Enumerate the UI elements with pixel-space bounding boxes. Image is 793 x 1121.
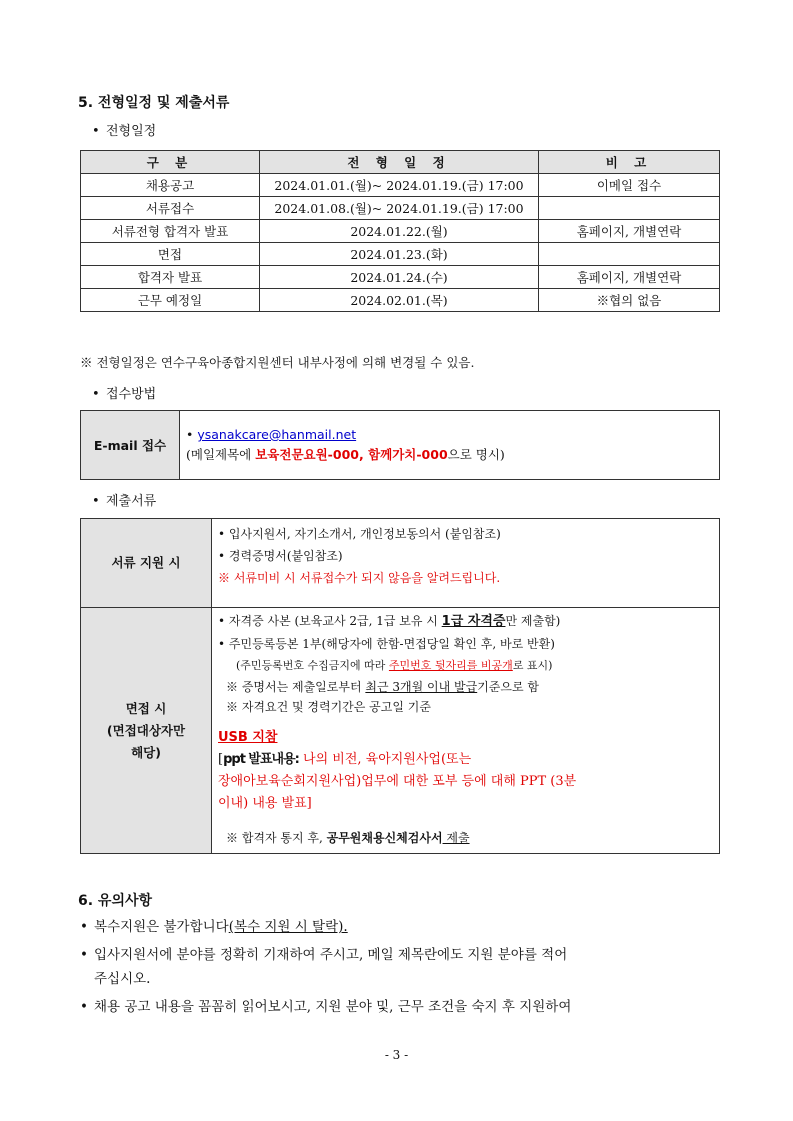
schedule-date: 2024.01.22.(월)	[260, 220, 539, 243]
schedule-item: 합격자 발표	[81, 266, 260, 289]
caution-2-line: 주십시오.	[94, 971, 151, 987]
schedule-col-date: 전 형 일 정	[260, 151, 539, 174]
email-subject-suffix: 으로 명시)	[447, 447, 505, 462]
schedule-item: 채용공고	[81, 174, 260, 197]
table-row	[81, 519, 720, 608]
schedule-note: 홈페이지, 개별연락	[539, 220, 720, 243]
docs-interview-label	[81, 608, 212, 854]
caution-1-underlined: (복수 지원 시 탈락).	[228, 919, 348, 935]
apply-heading	[92, 383, 156, 402]
caution-3-text: 채용 공고 내용을 꼼꼼히 읽어보시고, 지원 분야 및, 근무 조건을 숙지 후 지원하여	[94, 999, 572, 1015]
email-subject-red: 보육전문요원-000, 함께가치-000	[255, 447, 448, 462]
apply-heading-text: 접수방법	[106, 387, 157, 402]
table-row	[81, 608, 720, 854]
schedule-item: 서류접수	[81, 197, 260, 220]
ppt-red-line: 이내) 내용 발표]	[218, 796, 312, 811]
bullet-dot: •	[80, 999, 88, 1015]
caution-item-1	[80, 915, 720, 939]
email-value	[180, 411, 720, 480]
bullet-dot: •	[92, 124, 100, 139]
caution-1-prefix: 복수지원은 불가합니다	[94, 919, 229, 935]
email-table	[80, 410, 720, 480]
usb-notice: USB 지참	[218, 730, 278, 745]
bullet-dot: •	[218, 549, 229, 563]
schedule-date: 2024.01.23.(화)	[260, 243, 539, 266]
schedule-note: ※협의 없음	[539, 289, 720, 312]
schedule-note	[539, 197, 720, 220]
schedule-date: 2024.01.08.(월)~ 2024.01.19.(금) 17:00	[260, 197, 539, 220]
schedule-item: 서류전형 합격자 발표	[81, 220, 260, 243]
health-suffix: 제출	[442, 831, 470, 845]
schedule-col-item: 구 분	[81, 151, 260, 174]
bullet-dot: •	[80, 947, 88, 963]
docs-table	[80, 518, 720, 854]
docs-heading	[92, 490, 156, 509]
qual-note: ※ 자격요건 및 경력기간은 공고일 기준	[226, 700, 431, 714]
table-row	[81, 266, 720, 289]
docs-heading-text: 제출서류	[106, 494, 157, 509]
bullet-dot: •	[218, 637, 229, 651]
schedule-date: 2024.01.24.(수)	[260, 266, 539, 289]
proof-prefix: ※ 증명서는 제출일로부터	[226, 680, 366, 694]
docs-interview-label-line: 면접 시	[125, 700, 167, 716]
bullet-dot: •	[218, 527, 229, 541]
health-prefix: ※ 합격자 통지 후,	[226, 831, 327, 845]
schedule-table	[80, 150, 720, 312]
docs-interview-label-line: 해당)	[131, 744, 161, 760]
caution-2-line: 입사지원서에 분야를 정확히 기재하여 주시고, 메일 제목란에도 지원 분야를 적어	[94, 947, 568, 963]
schedule-header-row	[81, 151, 720, 174]
proof-underlined: 최근 3개월 이내 발급	[365, 680, 478, 694]
email-subject-prefix: (메일제목에	[186, 447, 256, 462]
section6-title: 6. 유의사항	[78, 893, 153, 909]
proof-suffix: 기준으로 함	[477, 680, 539, 694]
table-row	[81, 220, 720, 243]
schedule-heading	[92, 120, 156, 139]
docs-apply-item: 경력증명서(붙임참조)	[228, 549, 343, 563]
schedule-note: 이메일 접수	[539, 174, 720, 197]
schedule-date: 2024.01.01.(월)~ 2024.01.19.(금) 17:00	[260, 174, 539, 197]
cert-suffix: 만 제출함)	[505, 614, 561, 628]
table-row	[81, 174, 720, 197]
schedule-heading-text: 전형일정	[106, 124, 157, 139]
docs-apply-value	[212, 519, 720, 608]
ppt-red-line: 나의 비전, 육아지원사업(또는	[298, 752, 472, 767]
schedule-note	[539, 243, 720, 266]
schedule-note-text: ※ 전형일정은 연수구육아종합지원센터 내부사정에 의해 변경될 수 있음.	[80, 355, 475, 370]
resident-note-red: 주민번호 뒷자리를 비공개	[388, 659, 513, 672]
schedule-item: 근무 예정일	[81, 289, 260, 312]
bullet-dot: •	[92, 494, 100, 509]
resident-note-suffix: 로 표시)	[512, 659, 553, 672]
bullet-dot: •	[92, 387, 100, 402]
table-row	[81, 289, 720, 312]
table-row	[81, 197, 720, 220]
email-label: E-mail 접수	[81, 411, 180, 480]
ppt-bold: ppt 발표내용:	[223, 752, 299, 767]
health-bold: 공무원채용신체검사서	[326, 831, 443, 845]
docs-interview-value	[212, 608, 720, 854]
section5-title: 5. 전형일정 및 제출서류	[78, 95, 230, 111]
schedule-col-note: 비 고	[539, 151, 720, 174]
docs-apply-label: 서류 지원 시	[81, 519, 212, 608]
email-link[interactable]: ysanakcare@hanmail.net	[197, 427, 357, 442]
schedule-item: 면접	[81, 243, 260, 266]
resident-note-prefix: (주민등록번호 수집금지에 따라	[236, 659, 389, 672]
ppt-red-line: 장애아보육순회지원사업)업무에 대한 포부 등에 대해 PPT (3분	[218, 774, 577, 789]
resident-doc: 주민등록등본 1부(해당자에 한함-면접당일 확인 후, 바로 반환)	[228, 637, 555, 651]
cert-bold: 1급 자격증	[441, 614, 506, 629]
page-number: - 3 -	[384, 1048, 409, 1062]
schedule-note: 홈페이지, 개별연락	[539, 266, 720, 289]
schedule-date: 2024.02.01.(목)	[260, 289, 539, 312]
caution-item-2	[80, 943, 720, 991]
table-row	[81, 411, 720, 480]
bullet-dot: •	[218, 614, 229, 628]
docs-interview-label-line: (면접대상자만	[106, 722, 186, 738]
caution-item-3	[80, 995, 720, 1019]
ppt-bracket: [	[218, 752, 224, 767]
bullet-dot: •	[186, 427, 198, 442]
docs-apply-warning: ※ 서류미비 시 서류접수가 되지 않음을 알려드립니다.	[218, 571, 501, 585]
table-row	[81, 243, 720, 266]
bullet-dot: •	[80, 919, 88, 935]
cert-prefix: 자격증 사본 (보육교사 2급, 1급 보유 시	[228, 614, 442, 628]
docs-apply-item: 입사지원서, 자기소개서, 개인정보동의서 (붙임참조)	[228, 527, 501, 541]
